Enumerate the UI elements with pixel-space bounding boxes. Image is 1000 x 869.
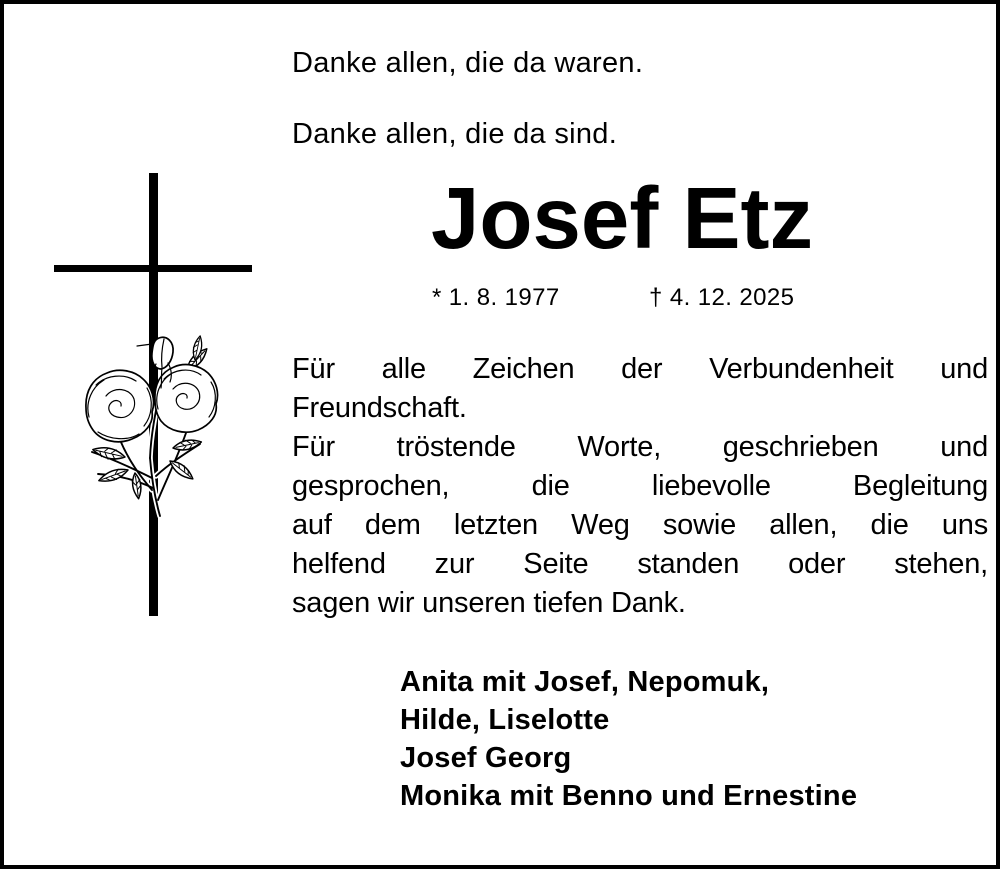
- mourner-line: Hilde, Liselotte: [400, 704, 610, 736]
- condolence-line: auf dem letzten Weg sowie allen, die uns: [292, 509, 988, 541]
- condolence-line: Für alle Zeichen der Verbundenheit und: [292, 353, 988, 385]
- death-date: † 4. 12. 2025: [649, 284, 795, 311]
- rose-left: [86, 370, 154, 441]
- mourners-list: [400, 663, 857, 815]
- condolence-line: sagen wir unseren tiefen Dank.: [292, 587, 686, 619]
- condolence-line: Freundschaft.: [292, 392, 467, 424]
- rose-right: [155, 365, 218, 433]
- condolence-line: helfend zur Seite standen oder stehen,: [292, 548, 988, 580]
- cross-with-roses-illustration: [40, 158, 260, 628]
- mourner-line: Josef Georg: [400, 742, 572, 774]
- thanks-line-1: Danke allen, die da waren.: [292, 47, 644, 79]
- thanks-line-2: Danke allen, die da sind.: [292, 118, 618, 150]
- condolence-line: gesprochen, die liebevolle Begleitung: [292, 470, 988, 502]
- condolence-line: Für tröstende Worte, geschrieben und: [292, 431, 988, 463]
- mourner-line: Anita mit Josef, Nepomuk,: [400, 666, 770, 698]
- mourner-line: Monika mit Benno und Ernestine: [400, 780, 858, 812]
- deceased-name: Josef Etz: [431, 170, 813, 267]
- condolence-text: [292, 350, 988, 623]
- birth-date: * 1. 8. 1977: [432, 284, 560, 311]
